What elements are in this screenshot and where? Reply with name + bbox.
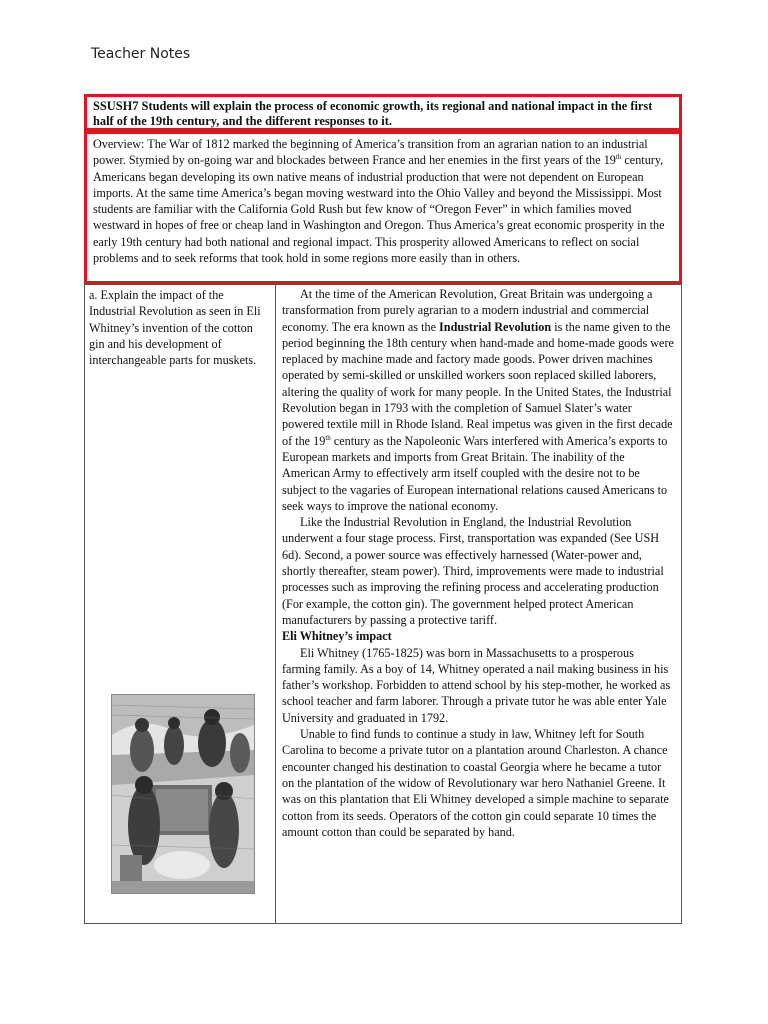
engraving-illustration [112, 695, 254, 893]
standard-element-cell [85, 285, 276, 923]
notes-p1-text-b: is the name given to the period beginning the 18th century when hand-made and home-made goods were replaced by machine made and factory made goods. Power driven machines operated by semi-skilled or unskilled workers soon replaced skilled laborers, altering the quality of work for many people. In the United States, the Industrial Revolution began in 1793 with the completion of Samuel Slater’s water powered textile mill in Rhode Island. Real impetus was given in the first decade of the 19 [282, 319, 674, 448]
content-table [84, 284, 682, 924]
notes-paragraph-2: Like the Industrial Revolution in England, the Industrial Revolution underwent a four stage process. First, transportation was expanded (See USH 6d). Second, a power source was effectively harnessed (Water-power and, shortly thereafter, steam power). Third, improvements were made to industrial processes such as improving the refining process and accelerating production (For example, the cotton gin). The government helped protect American manufacturers by passing a protective tariff. [282, 515, 664, 627]
standard-text: SSUSH7 Students will explain the process of economic growth, its regional and national impact in the first half of the 19th century, and the different responses to it. [93, 99, 653, 128]
standard-element-text: a. Explain the impact of the Industrial Revolution as seen in Eli Whitney’s invention of the cotton gin and his development of interchangeable parts for muskets. [89, 288, 261, 368]
eli-whitney-heading: Eli Whitney’s impact [282, 629, 392, 644]
notes-paragraph-3: Eli Whitney (1765-1825) was born in Massachusetts to a prosperous farming family. As a boy of 14, Whitney operated a nail making business in his father’s workshop. Forbidden to attend school by his step-mother, he worked as school teacher and farm laborer. Through a private tutor he was able enter Yale University and graduated in 1792. [282, 645, 671, 725]
page-header-title: Teacher Notes [91, 46, 191, 62]
overview-superscript: th [615, 153, 622, 162]
overview-text-part1: Overview: The War of 1812 marked the beginning of America’s transition from an agrarian nation to an industrial power. Stymied by on-going war and blockades between France and her enemies in the first years of the 19 [93, 137, 648, 168]
notes-p1-text-a: At the time of the American Revolution, Great Britain was undergoing a transformation from purely agrarian to a modern industrial and commercial economy. The era known as the [282, 287, 653, 334]
standard-box [84, 94, 682, 131]
overview-box [84, 131, 682, 284]
overview-text-part2: century, Americans began developing its own native means of industrial production that were not dependent on European imports. At the same time America’s began moving westward into the Ohio Valley and beyond the Mississippi. Most students are familiar with the California Gold Rush but few know of “Oregon Fever” in which families moved westward in hopes of free or cheap land in Washington and Oregon. Thus America’s great economic prosperity in the early 19th century had both national and regional impact. This prosperity allowed Americans to reflect on social problems and to seek reforms that took hold in some regions more easily than in others. [93, 153, 665, 266]
notes-p1-text-c: century as the Napoleonic Wars interfered with America’s exports to European markets and imports from Great Britain. The inability of the American Army to effectively arm itself coupled with the desire not to be subject to the vagaries of European international relations caused Americans to seek ways to improve the national economy. [282, 433, 668, 513]
cotton-gin-engraving-image [111, 694, 255, 894]
notes-paragraph-4: Unable to find funds to continue a study in law, Whitney left for South Carolina to become a private tutor on a plantation around Charleston. A chance encounter changed his destination to coastal Georgia where he became a tutor on the plantation of the widow of Revolutionary war hero Nathaniel Greene. It was on this plantation that Eli Whitney developed a simple machine to separate cotton from its seeds. Operators of the cotton gin could separate 10 times the amount cotton than could be separated by hand. [282, 727, 669, 839]
notes-paragraph-1 [282, 286, 675, 514]
teacher-notes-cell [276, 285, 681, 923]
notes-p1-superscript: th [325, 433, 331, 442]
industrial-revolution-term: Industrial Revolution [439, 319, 552, 334]
